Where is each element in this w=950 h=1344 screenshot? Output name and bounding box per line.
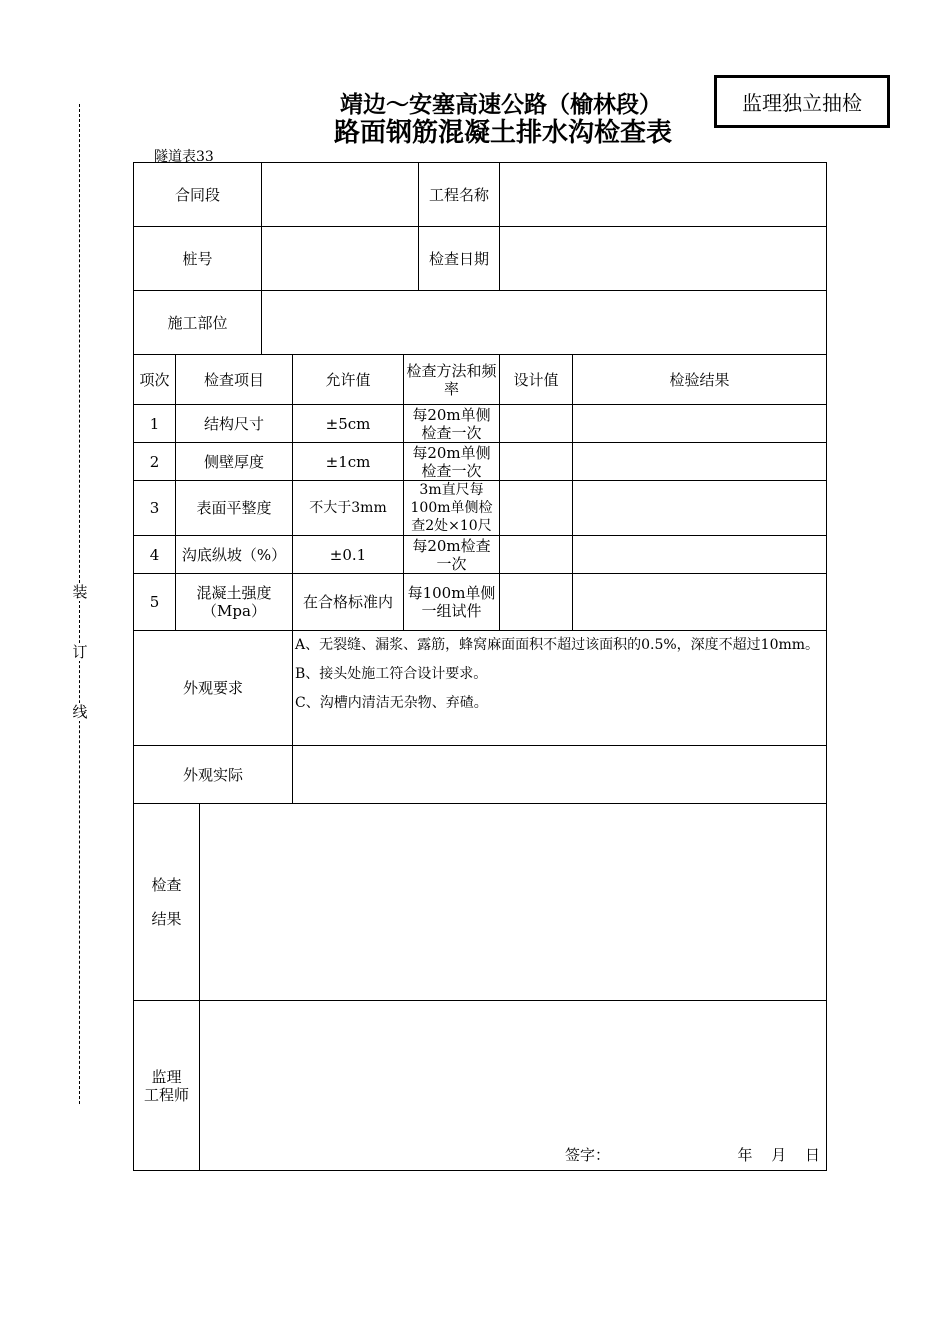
item-result[interactable] xyxy=(573,536,827,574)
appearance-req-line-c: C、沟槽内清洁无杂物、弃碴。 xyxy=(295,695,488,711)
item-allow: 在合格标准内 xyxy=(293,574,404,631)
info-row-contract xyxy=(134,163,827,227)
appearance-actual-value[interactable] xyxy=(293,746,827,804)
form-number: 隧道表33 xyxy=(154,149,214,165)
item-design[interactable] xyxy=(500,536,573,574)
item-no: 5 xyxy=(134,574,176,631)
inspection-table xyxy=(133,162,827,1171)
col-header-allow: 允许值 xyxy=(293,355,404,405)
item-allow: ±0.1 xyxy=(293,536,404,574)
item-name: 沟底纵坡（%） xyxy=(176,536,293,574)
table-row xyxy=(134,405,827,443)
item-method: 每20m单侧检查一次 xyxy=(404,443,500,481)
info-row-station xyxy=(134,227,827,291)
item-allow: 不大于3mm xyxy=(293,481,404,536)
item-name: 结构尺寸 xyxy=(176,405,293,443)
engineer-sign-cell[interactable] xyxy=(200,1001,827,1171)
item-result[interactable] xyxy=(573,405,827,443)
supervision-stamp: 监理独立抽检 xyxy=(714,75,890,128)
binding-char-3: 线 xyxy=(72,703,88,721)
item-method: 每20m检查一次 xyxy=(404,536,500,574)
project-value[interactable] xyxy=(500,163,827,227)
item-design[interactable] xyxy=(500,405,573,443)
appearance-actual-label: 外观实际 xyxy=(134,746,293,804)
signature-label: 签字： xyxy=(565,1146,611,1164)
title-line-1: 靖边～安塞高速公路（榆林段） xyxy=(340,92,662,118)
engineer-label xyxy=(134,1001,200,1171)
contract-value[interactable] xyxy=(262,163,419,227)
col-header-method: 检查方法和频率 xyxy=(404,355,500,405)
inspection-result-label-1: 检查 xyxy=(151,876,182,894)
appearance-req-label: 外观要求 xyxy=(134,631,293,746)
item-name: 混凝土强度（Mpa） xyxy=(176,574,293,631)
col-header-item: 检查项目 xyxy=(176,355,293,405)
binding-char-2: 订 xyxy=(72,643,88,661)
item-method: 3m直尺每100m单侧检查2处×10尺 xyxy=(404,481,500,536)
item-result[interactable] xyxy=(573,443,827,481)
date-label: 检查日期 xyxy=(419,227,500,291)
inspection-result-content[interactable] xyxy=(200,804,827,1001)
item-method: 每20m单侧检查一次 xyxy=(404,405,500,443)
binding-char-1: 装 xyxy=(72,583,88,601)
info-row-part xyxy=(134,291,827,355)
appearance-requirement-row xyxy=(134,631,827,746)
station-value[interactable] xyxy=(262,227,419,291)
sign-date-label: 年 月 日 xyxy=(737,1146,820,1164)
table-row xyxy=(134,481,827,536)
item-design[interactable] xyxy=(500,443,573,481)
engineer-row xyxy=(134,1001,827,1171)
title-line-2: 路面钢筋混凝土排水沟检查表 xyxy=(334,118,673,148)
project-label: 工程名称 xyxy=(419,163,500,227)
station-label: 桩号 xyxy=(134,227,262,291)
table-row xyxy=(134,443,827,481)
item-no: 4 xyxy=(134,536,176,574)
appearance-req-text xyxy=(293,631,827,746)
table-row xyxy=(134,574,827,631)
column-header-row xyxy=(134,355,827,405)
item-no: 2 xyxy=(134,443,176,481)
item-design[interactable] xyxy=(500,574,573,631)
engineer-label-2: 工程师 xyxy=(143,1085,189,1104)
binding-line xyxy=(79,104,80,1104)
item-design[interactable] xyxy=(500,481,573,536)
inspection-result-label-2: 结果 xyxy=(151,910,182,928)
item-result[interactable] xyxy=(573,481,827,536)
contract-label: 合同段 xyxy=(134,163,262,227)
item-name: 侧壁厚度 xyxy=(176,443,293,481)
part-value[interactable] xyxy=(262,291,827,355)
item-allow: ±5cm xyxy=(293,405,404,443)
item-name: 表面平整度 xyxy=(176,481,293,536)
col-header-result: 检验结果 xyxy=(573,355,827,405)
table-row xyxy=(134,536,827,574)
item-no: 1 xyxy=(134,405,176,443)
appearance-req-line-a: A、无裂缝、漏浆、露筋，蜂窝麻面面积不超过该面积的0.5%，深度不超过10mm。 xyxy=(295,637,820,653)
appearance-req-line-b: B、接头处施工符合设计要求。 xyxy=(295,666,488,682)
item-result[interactable] xyxy=(573,574,827,631)
item-method: 每100m单侧一组试件 xyxy=(404,574,500,631)
appearance-actual-row xyxy=(134,746,827,804)
inspection-result-row xyxy=(134,804,827,1001)
item-allow: ±1cm xyxy=(293,443,404,481)
engineer-label-1: 监理 xyxy=(151,1067,182,1086)
col-header-design: 设计值 xyxy=(500,355,573,405)
date-value[interactable] xyxy=(500,227,827,291)
item-no: 3 xyxy=(134,481,176,536)
col-header-no: 项次 xyxy=(134,355,176,405)
part-label: 施工部位 xyxy=(134,291,262,355)
inspection-result-label xyxy=(134,804,200,1001)
